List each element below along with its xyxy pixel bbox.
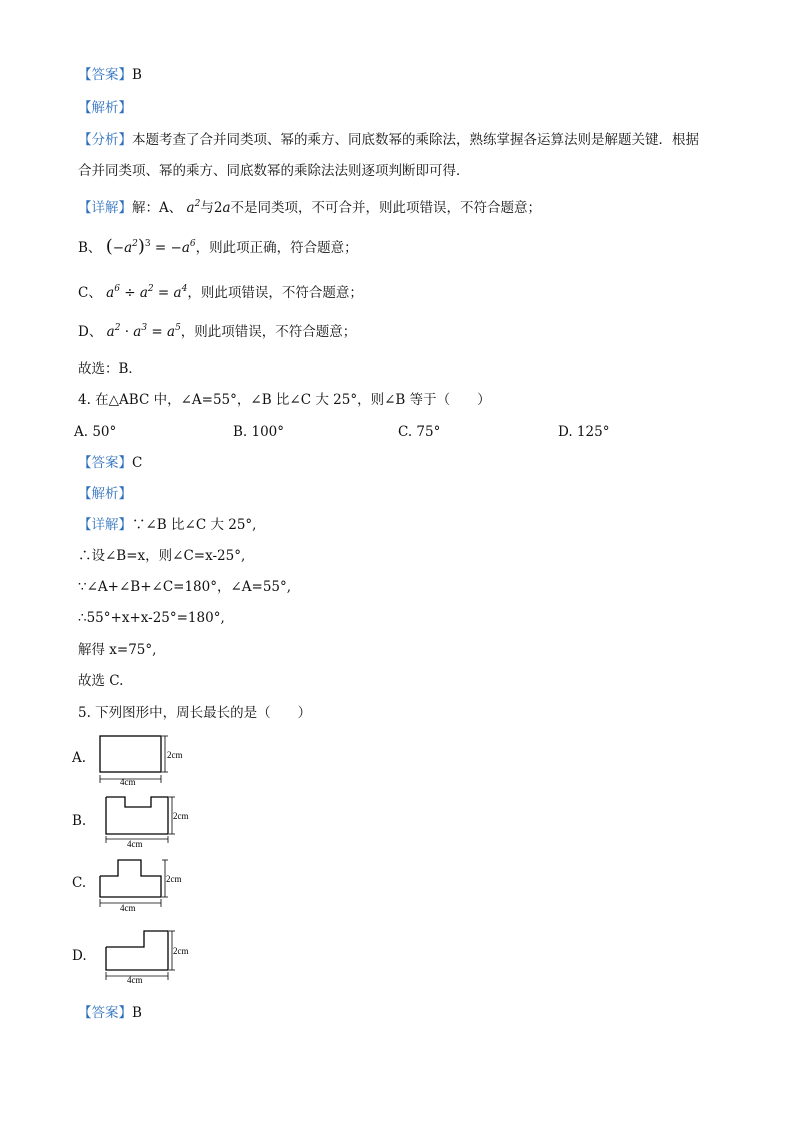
figure-d-width-label: 4cm bbox=[127, 975, 143, 985]
detail4-line-6: 故选 C. bbox=[78, 673, 124, 689]
q5-option-c-label: C. bbox=[72, 875, 87, 891]
math-d-expr: $a^2 \cdot a^3 = a^5$ bbox=[106, 323, 181, 340]
math-a-squared: $a^2$ bbox=[186, 199, 201, 216]
detail4-line-5: 解得 x=75°, bbox=[78, 642, 157, 658]
detail-d-suffix: ，则此项错误，不符合题意； bbox=[180, 324, 357, 340]
fenxi-line-1 bbox=[78, 131, 734, 149]
conclusion-text: 故选：B． bbox=[78, 361, 142, 377]
detail-tag: 【详解】 bbox=[78, 200, 132, 216]
figure-a-width-label: 4cm bbox=[120, 777, 136, 786]
figure-d-shape bbox=[106, 931, 168, 970]
math-c-expr: $a^6 \div a^2 = a^4$ bbox=[106, 284, 188, 301]
detail-tag: 【详解】 bbox=[78, 517, 132, 533]
fenxi-line-2 bbox=[78, 162, 734, 180]
figure-c-height-label: 2cm bbox=[166, 874, 182, 884]
answer-line-4 bbox=[78, 454, 734, 472]
analysis-tag: 【解析】 bbox=[78, 486, 132, 502]
figure-a-shape bbox=[100, 736, 161, 772]
q4-option-a: A. 50° bbox=[74, 424, 117, 440]
figure-c-shape bbox=[100, 860, 161, 897]
detail-b-suffix: ，则此项正确，符合题意； bbox=[195, 240, 358, 256]
detail4-line-1 bbox=[78, 516, 734, 534]
detail-line-a bbox=[78, 199, 734, 217]
answer-line-5 bbox=[78, 1004, 734, 1022]
math-2a: 2a bbox=[213, 200, 231, 216]
detail-a-mid: 与 bbox=[200, 200, 214, 216]
q5-option-a-label: A. bbox=[72, 750, 87, 766]
answer-value: B bbox=[132, 67, 142, 83]
figure-c-width-label: 4cm bbox=[120, 903, 136, 913]
question-5-stem bbox=[78, 704, 734, 722]
q4-stem-text: 4. 在△ABC 中，∠A=55°，∠B 比∠C 大 25°，则∠B 等于（ ） bbox=[78, 392, 491, 408]
detail-b-label: B、 bbox=[78, 240, 102, 256]
detail-line-c bbox=[78, 284, 734, 302]
fenxi-tag: 【分析】 bbox=[78, 132, 132, 148]
detail-c-label: C、 bbox=[78, 285, 102, 301]
q5-stem-text: 5. 下列图形中，周长最长的是（ ） bbox=[78, 705, 312, 721]
figure-a-height-label: 2cm bbox=[167, 750, 183, 760]
figure-a bbox=[95, 730, 195, 786]
fenxi-text-1: 本题考查了合并同类项、幂的乘方、同底数幂的乘除法，熟练掌握各运算法则是解题关键．根据 bbox=[132, 132, 699, 148]
fenxi-text-2: 合并同类项、幂的乘方、同底数幂的乘除法法则逐项判断即可得． bbox=[78, 163, 470, 179]
answer-tag: 【答案】 bbox=[78, 455, 132, 471]
figure-b-height-label: 2cm bbox=[173, 811, 189, 821]
q5-option-d-label: D. bbox=[72, 948, 87, 964]
answer-line-3 bbox=[78, 66, 734, 84]
detail-c-suffix: ，则此项错误，不符合题意； bbox=[187, 285, 363, 301]
detail-a-suffix: 不是同类项，不可合并，则此项错误，不符合题意； bbox=[230, 200, 541, 216]
detail4-line-2: ∴设∠B=x，则∠C=x-25°, bbox=[78, 548, 246, 564]
figure-b-shape bbox=[106, 797, 168, 834]
figure-b bbox=[100, 793, 200, 849]
detail4-line-4: ∴55°+x+x-25°=180°, bbox=[78, 610, 225, 626]
figure-d bbox=[100, 925, 200, 985]
detail-d-label: D、 bbox=[78, 324, 103, 340]
answer-value: C bbox=[132, 455, 143, 471]
answer-tag: 【答案】 bbox=[78, 1005, 132, 1021]
detail-line-b bbox=[78, 238, 734, 257]
q5-option-b-label: B. bbox=[72, 813, 87, 829]
answer-value: B bbox=[132, 1005, 142, 1021]
analysis-tag-3 bbox=[78, 99, 734, 117]
q4-option-d: D. 125° bbox=[558, 424, 610, 440]
detail-a-prefix: 解：A、 bbox=[132, 200, 183, 216]
question-4-stem bbox=[78, 391, 734, 409]
q4-option-b: B. 100° bbox=[233, 424, 285, 440]
detail4-line-3: ∵∠A+∠B+∠C=180°，∠A=55°, bbox=[78, 579, 292, 595]
answer-tag: 【答案】 bbox=[78, 67, 132, 83]
detail4-text-1: ∵∠B 比∠C 大 25°, bbox=[132, 517, 257, 533]
figure-d-height-label: 2cm bbox=[173, 946, 189, 956]
math-b-expr: $(-a^2)^3 = -a^6$ bbox=[105, 236, 196, 257]
analysis-tag: 【解析】 bbox=[78, 100, 132, 116]
figure-b-width-label: 4cm bbox=[127, 839, 143, 849]
figure-c bbox=[93, 853, 193, 913]
detail-line-d bbox=[78, 323, 734, 341]
analysis-tag-4 bbox=[78, 485, 734, 503]
q4-option-c: C. 75° bbox=[398, 424, 441, 440]
detail-conclusion-3 bbox=[78, 360, 734, 378]
